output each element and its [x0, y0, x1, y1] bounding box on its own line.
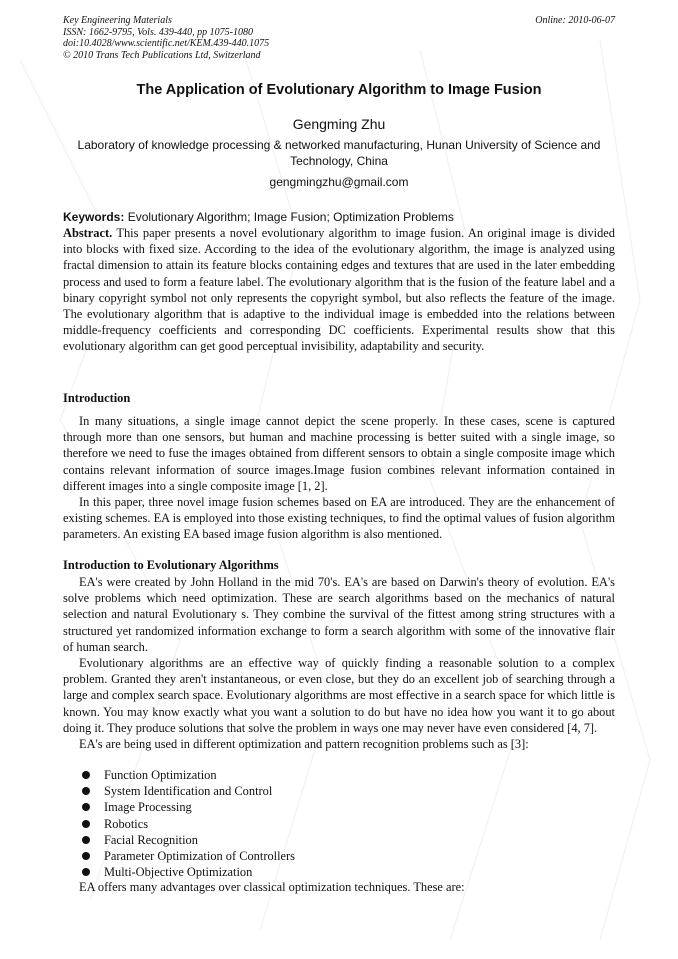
bullet-icon [82, 868, 90, 876]
online-date: Online: 2010-06-07 [535, 15, 615, 26]
bullet-icon [82, 852, 90, 860]
keywords-text: Evolutionary Algorithm; Image Fusion; Optimization Problems [127, 210, 454, 224]
list-item: Robotics [80, 816, 295, 832]
bullet-icon [82, 771, 90, 779]
keywords [63, 210, 615, 224]
author-name: Gengming Zhu [292, 116, 386, 132]
intro-paragraph-2: In this paper, three novel image fusion schemes based on EA are introduced. They are the enhancement of existing schemes. EA is employed into those existing techniques, to find the optimal values of fusion algorithm parameters. An existing EA based image fusion algorithm is also mentioned. [63, 495, 615, 542]
journal-copyright: © 2010 Trans Tech Publications Ltd, Switzerland [63, 49, 261, 61]
author-email: gengmingzhu@gmail.com [269, 175, 409, 189]
application-list [80, 767, 295, 880]
journal-doi: doi:10.4028/www.scientific.net/KEM.439-440.1075 [63, 38, 270, 49]
abstract-text: This paper presents a novel evolutionary algorithm to image fusion. An original image is divided into blocks with fixed size. According to the idea of the evolutionary algorithm, the image is analyzed using fractal dimension to attain its feature blocks containing edges and textures that are used in the later embedding process and used to form a feature label. The evolutionary algorithm that is the fusion of the feature label and a binary copyright symbol not only represents the copyright symbol, but also reflects the feature of the image. The evolutionary algorithm that is adaptive to the individual image is embedded into the relations between middle-frequency coefficients and corresponding DC coefficients. Experimental results show that this evolutionary algorithm can get good perceptual invisibility, adaptability and security. [63, 226, 615, 354]
bullet-icon [82, 787, 90, 795]
bullet-icon [82, 803, 90, 811]
intro-heading: Introduction [63, 391, 131, 405]
list-item: System Identification and Control [80, 783, 295, 799]
abstract [63, 225, 615, 355]
bullet-icon [82, 820, 90, 828]
author-affiliation: Laboratory of knowledge processing & networked manufacturing, Hunan University of Science and Technology, China [77, 138, 601, 168]
closing-sentence: EA offers many advantages over classical optimization techniques. These are: [79, 880, 465, 894]
paper-title: The Application of Evolutionary Algorithm to Image Fusion [136, 82, 542, 98]
list-item: Multi-Objective Optimization [80, 864, 295, 880]
intro-paragraph-1: In many situations, a single image cannot depict the scene properly. In these cases, scene is captured through more than one sensors, but human and machine processing is better suited with a single image, so therefore we need to fuse the images obtained from different sensors to obtain a single composite image which contains relevant information of source images.Image fusion combines relevant information contained in different images into a single composite image [1, 2]. [63, 414, 615, 493]
list-item: Function Optimization [80, 767, 295, 783]
journal-header [63, 15, 269, 61]
ea-section [63, 574, 615, 752]
journal-issn: ISSN: 1662-9795, Vols. 439-440, pp 1075-1080 [63, 26, 253, 38]
list-item: Parameter Optimization of Controllers [80, 848, 295, 864]
list-item: Image Processing [80, 799, 295, 815]
list-item: Facial Recognition [80, 832, 295, 848]
ea-paragraph-3: EA's are being used in different optimization and pattern recognition problems such as [3]: [79, 737, 529, 752]
intro-section [63, 413, 615, 543]
keywords-label: Keywords: [63, 210, 125, 224]
ea-heading: Introduction to Evolutionary Algorithms [63, 558, 279, 572]
ea-paragraph-2: Evolutionary algorithms are an effective way of quickly finding a reasonable solution to a complex problem. Granted they aren't instantaneous, or even close, but they do an excellent job of searching through a large and complex search space. Evolutionary algorithms are most effective in a search space for which little is known. You may know exactly what you want a solution to do but have no idea how you want it to go about doing it. They produce solutions that solve the problem in ways one may never have even considered [4, 7]. [63, 656, 615, 735]
ea-paragraph-1: EA's were created by John Holland in the mid 70's. EA's are based on Darwin's theory of evolution. EA's solve problems which need optimization. These are search algorithms based on the mechanics of natural selection and natural Evolutionary s. They combine the survival of the fittest among string structures with a structured yet randomized information exchange to form a search algorithm with some of the innovative flair of human search. [63, 575, 615, 654]
journal-name: Key Engineering Materials [63, 15, 172, 26]
abstract-label: Abstract. [63, 226, 113, 240]
bullet-icon [82, 836, 90, 844]
